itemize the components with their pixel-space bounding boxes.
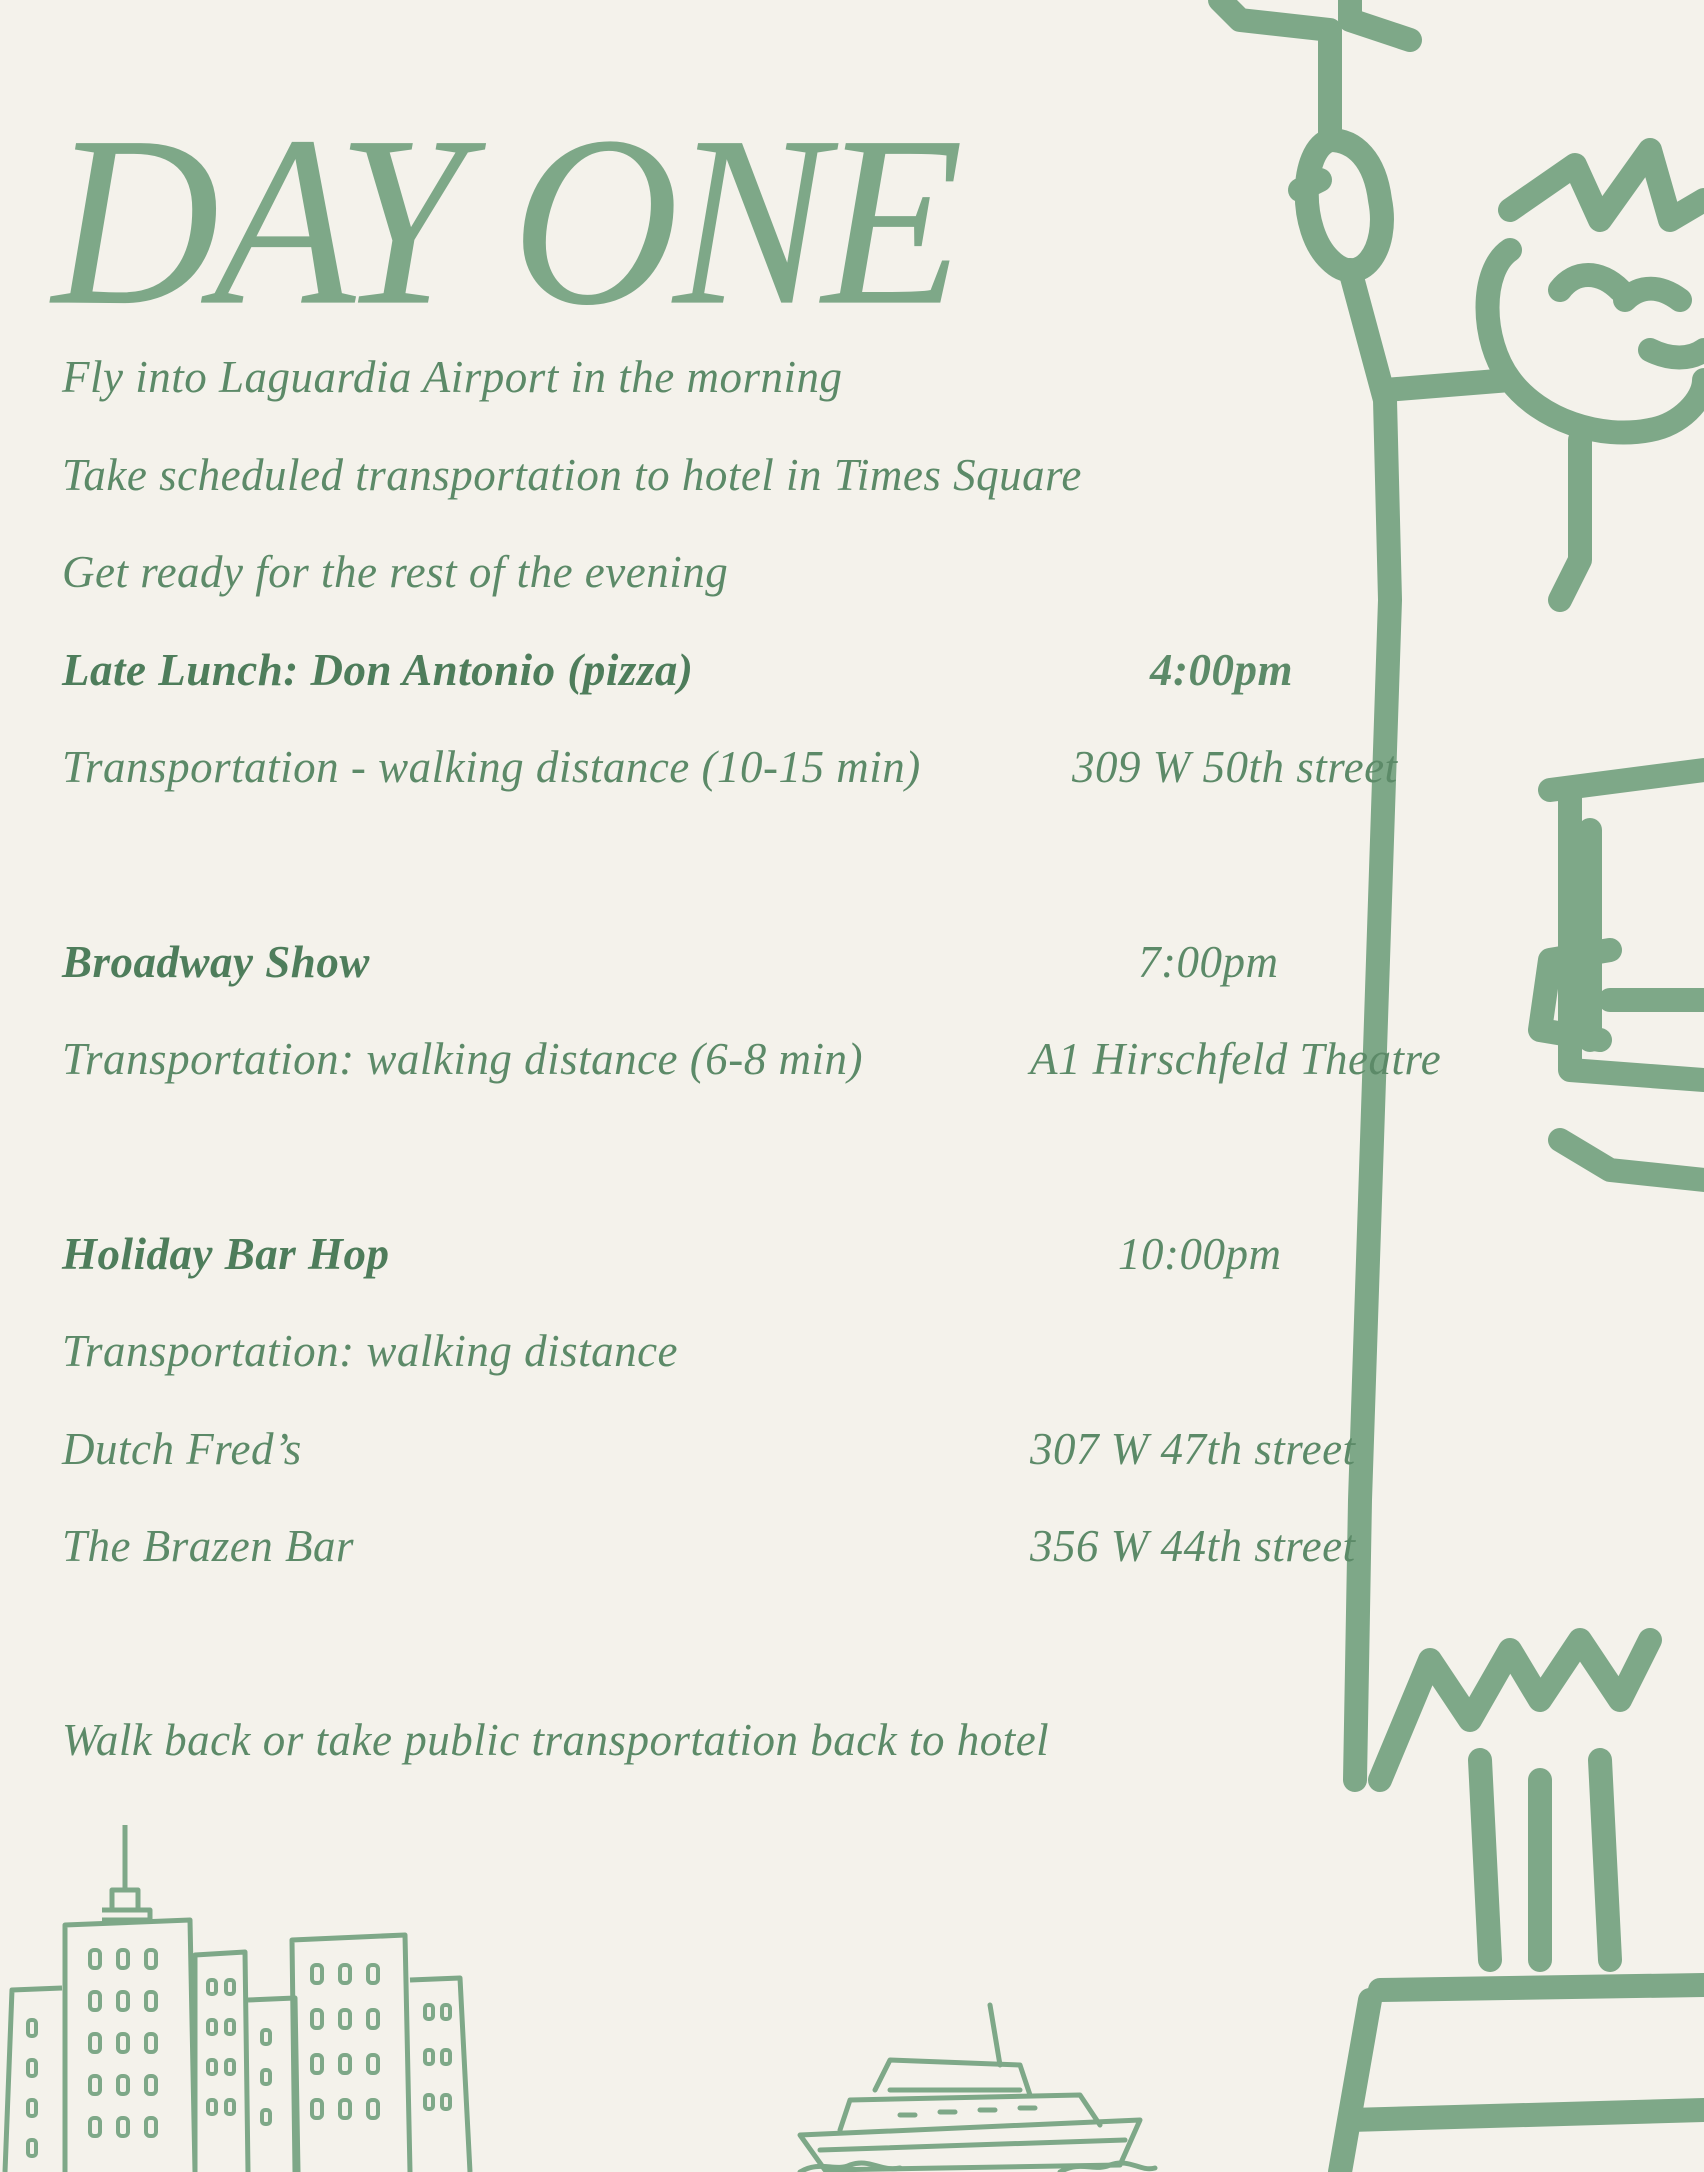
show-venue: A1 Hirschfeld Theatre <box>1030 1034 1442 1084</box>
bar-address-1: 307 W 47th street <box>1030 1424 1356 1474</box>
barhop-label: Holiday Bar Hop <box>62 1229 390 1279</box>
barhop-time: 10:00pm <box>1118 1229 1282 1279</box>
show-transport: Transportation: walking distance (6-8 min) <box>62 1034 863 1084</box>
bar-name-1: Dutch Fred’s <box>62 1424 302 1474</box>
page-title: DAY ONE <box>52 86 958 357</box>
lunch-label: Late Lunch: Don Antonio (pizza) <box>62 645 694 695</box>
bar-name-2: The Brazen Bar <box>62 1521 354 1571</box>
ferry-boat-illustration <box>780 2000 1160 2172</box>
intro-line-2: Take scheduled transportation to hotel in Times Square <box>62 450 1082 500</box>
closing-line: Walk back or take public transportation back to hotel <box>62 1715 1050 1765</box>
lunch-address: 309 W 50th street <box>1072 742 1398 792</box>
barhop-transport: Transportation: walking distance <box>62 1326 679 1376</box>
city-skyline-illustration <box>0 1820 480 2172</box>
lunch-transport: Transportation - walking distance (10-15 min) <box>62 742 921 792</box>
intro-line-3: Get ready for the rest of the evening <box>62 547 729 597</box>
show-time: 7:00pm <box>1138 937 1279 987</box>
lunch-time: 4:00pm <box>1150 645 1293 695</box>
statue-of-liberty-illustration <box>1180 0 1704 2172</box>
intro-line-1: Fly into Laguardia Airport in the morning <box>62 352 843 402</box>
bar-address-2: 356 W 44th street <box>1030 1521 1356 1571</box>
show-label: Broadway Show <box>62 937 370 987</box>
